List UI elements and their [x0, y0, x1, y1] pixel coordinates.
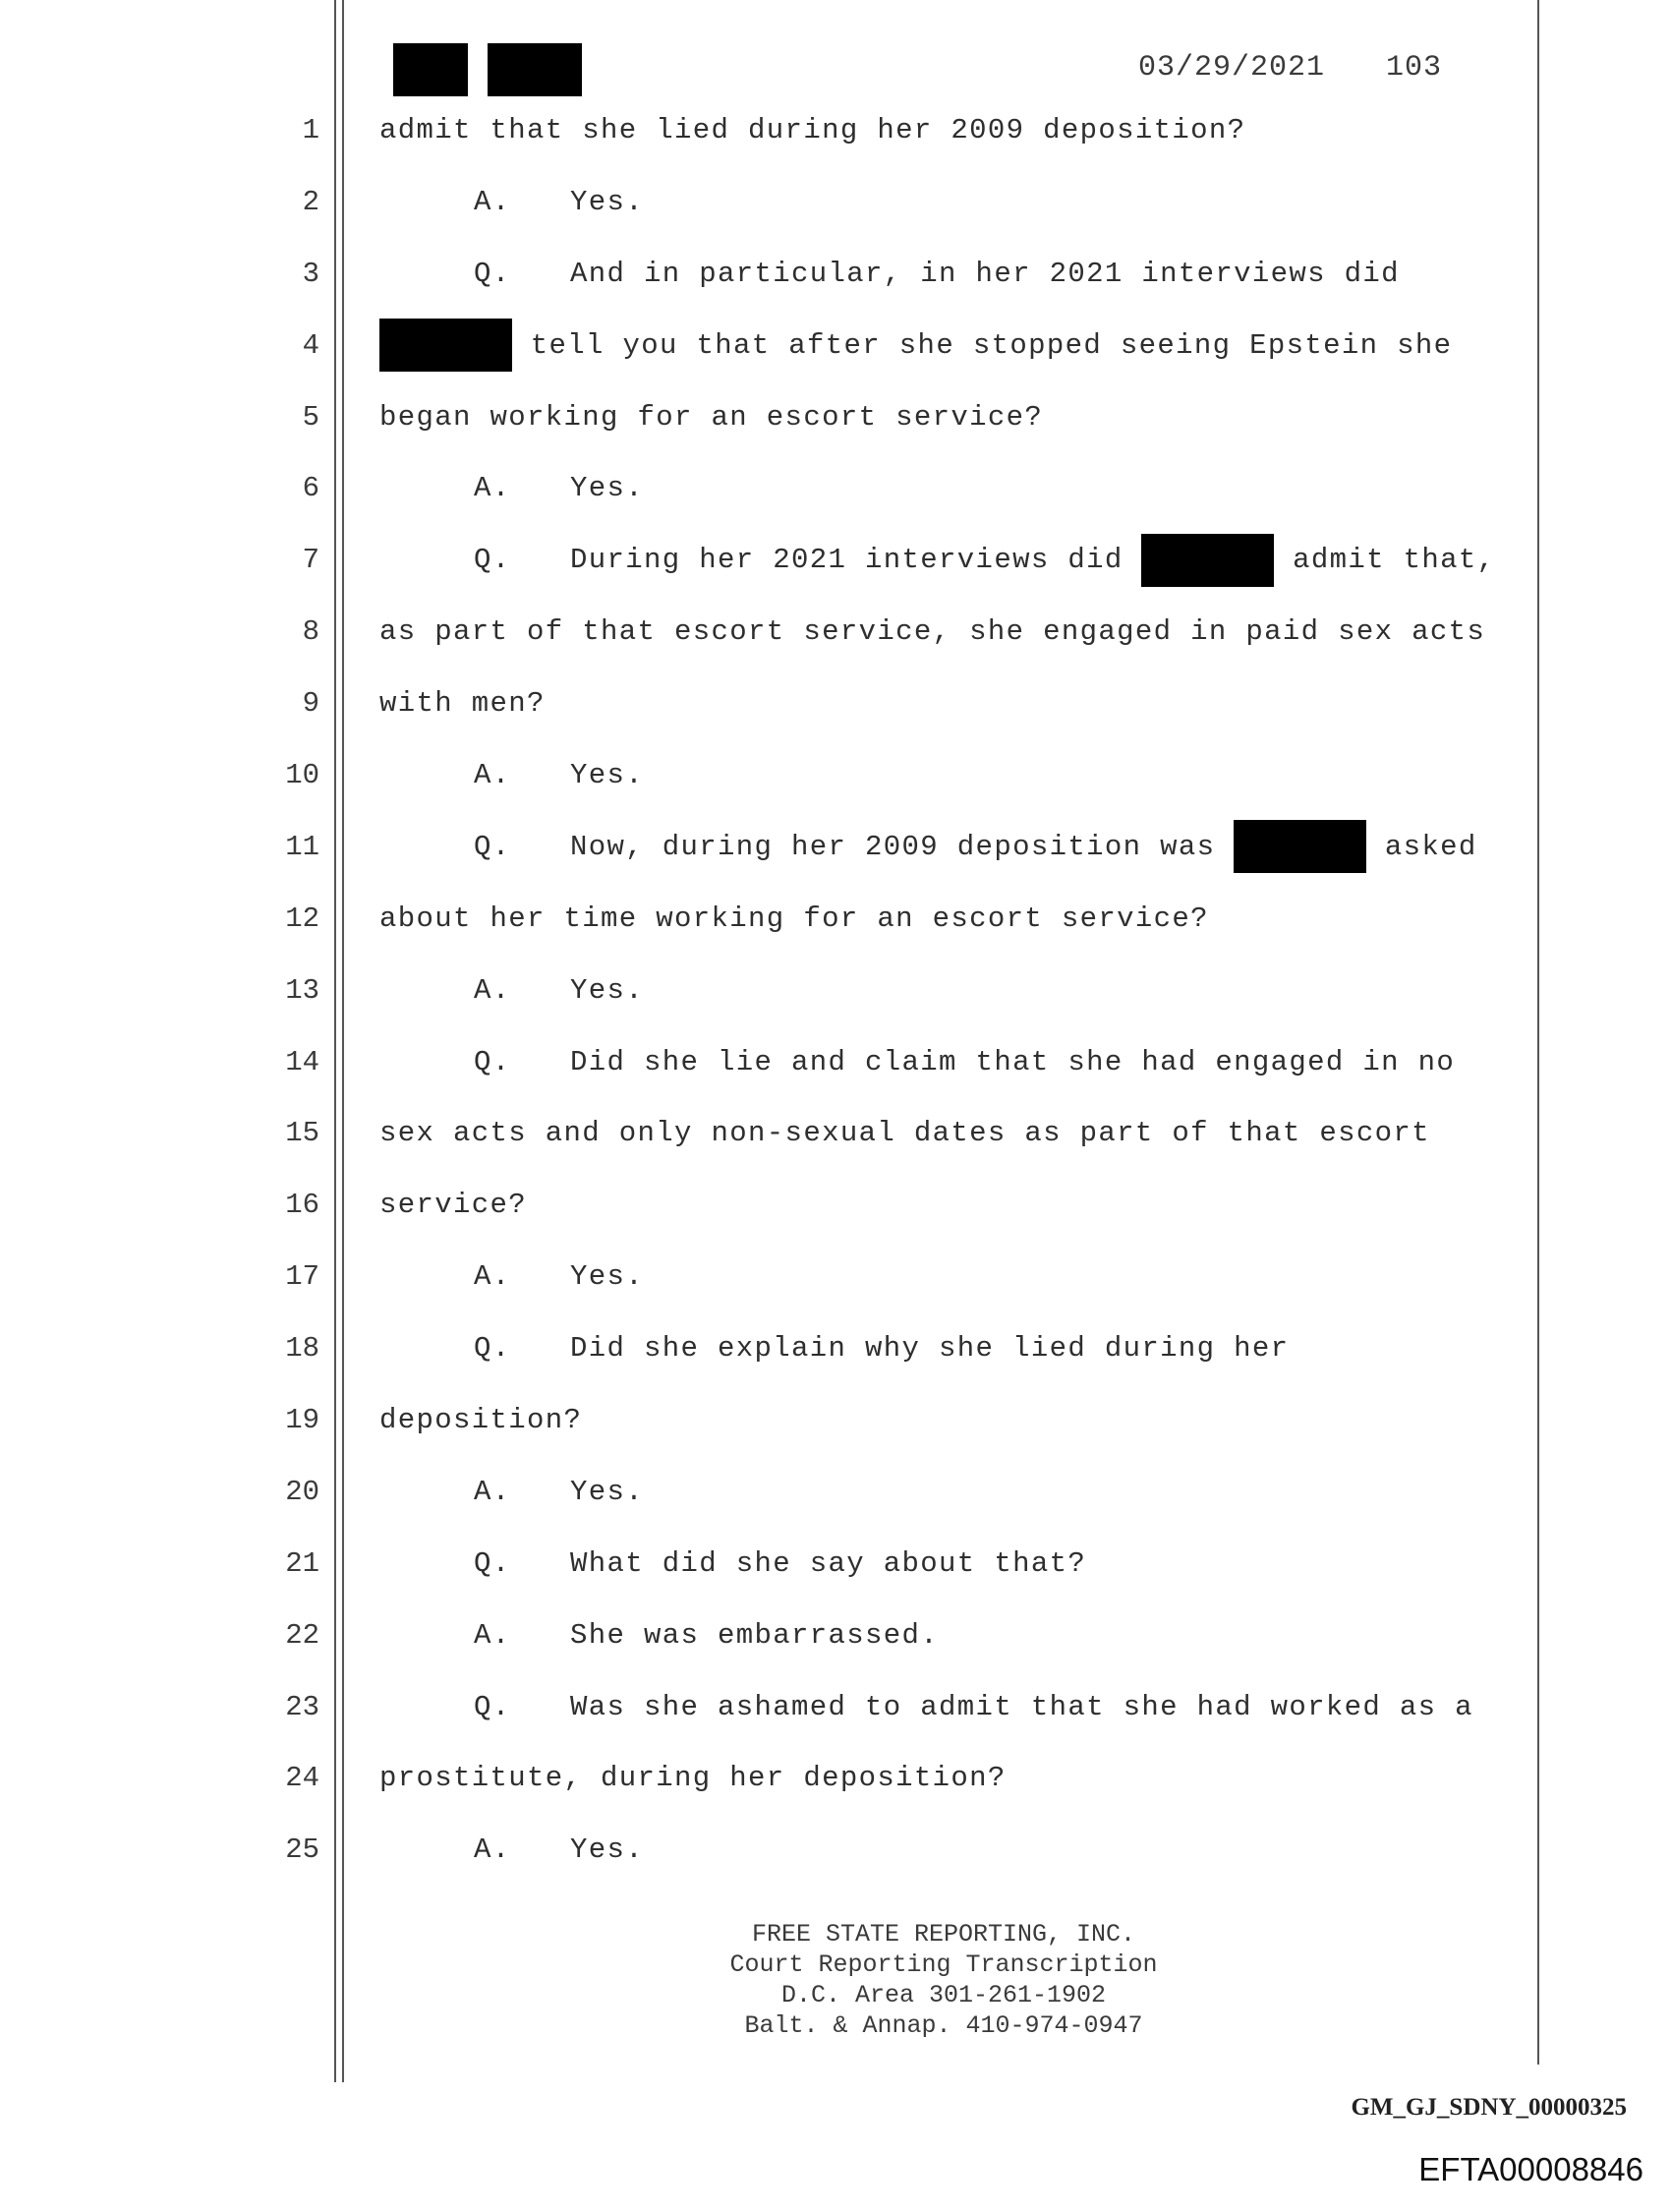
transcript-line	[0, 1113, 1671, 1185]
header-redaction-1	[393, 43, 468, 96]
line-text	[379, 902, 1209, 935]
line-text	[379, 1260, 644, 1293]
bates-number: GM_GJ_SDNY_00000325	[1351, 2094, 1627, 2121]
line-number: 6	[302, 472, 319, 505]
speaker-label: A.	[474, 759, 511, 792]
transcript-line	[0, 468, 1671, 540]
line-text-segment: Yes.	[570, 1260, 645, 1294]
line-text-segment: about her time working for an escort service?	[379, 902, 1209, 935]
transcript-line	[0, 1615, 1671, 1687]
line-text	[379, 258, 1400, 290]
name-redaction	[1234, 820, 1366, 873]
line-text-segment: admit that,	[1274, 544, 1496, 577]
line-number: 20	[285, 1475, 319, 1508]
speaker-label: Q.	[474, 257, 511, 290]
line-text-segment: Now, during her 2009 deposition was	[570, 830, 1235, 863]
transcript-line	[0, 899, 1671, 970]
line-text	[379, 1404, 582, 1436]
line-text-segment: Yes.	[570, 759, 645, 792]
line-number: 2	[302, 185, 319, 218]
line-text-segment: began working for an escort service?	[379, 400, 1044, 434]
line-text	[379, 1046, 1455, 1078]
transcript-line	[0, 1328, 1671, 1400]
transcript-line	[0, 611, 1671, 683]
line-number: 13	[285, 973, 319, 1007]
speaker-label: Q.	[474, 1690, 511, 1723]
header-redaction-2	[488, 43, 582, 96]
transcript-line	[0, 755, 1671, 827]
line-text	[379, 974, 644, 1007]
name-redaction	[379, 319, 512, 372]
line-text-segment: She was embarrassed.	[570, 1618, 940, 1652]
transcript-line	[0, 1687, 1671, 1759]
line-text-segment: Yes.	[570, 1475, 645, 1508]
speaker-label: A.	[474, 1475, 511, 1508]
speaker-label: Q.	[474, 1332, 511, 1366]
line-text-segment: Yes.	[570, 185, 645, 218]
header-date: 03/29/2021	[1138, 51, 1326, 85]
speaker-label: A.	[474, 1618, 511, 1652]
line-text-segment: sex acts and only non-sexual dates as part of that escort	[379, 1117, 1430, 1150]
transcript-line	[0, 110, 1671, 182]
transcript-line	[0, 1400, 1671, 1472]
footer-dc-phone: D.C. Area 301-261-1902	[780, 1981, 1107, 2009]
line-text-segment: with men?	[379, 687, 546, 721]
line-text	[379, 1189, 527, 1221]
line-number: 23	[285, 1690, 319, 1723]
line-text-segment: Yes.	[570, 1834, 645, 1867]
line-text-segment: Yes.	[570, 472, 645, 505]
line-text-segment: And in particular, in her 2021 interviews did	[570, 257, 1400, 290]
line-text-segment: asked	[1366, 830, 1477, 863]
footer-company: FREE STATE REPORTING, INC.	[751, 1920, 1136, 1949]
line-text-segment: tell you that after she stopped seeing Epstein she	[512, 328, 1453, 362]
line-text	[379, 1834, 644, 1866]
line-text-segment: Did she lie and claim that she had engaged in no	[570, 1045, 1456, 1078]
line-number: 19	[285, 1404, 319, 1437]
line-text-segment: During her 2021 interviews did	[570, 544, 1142, 577]
transcript-line	[0, 1472, 1671, 1543]
reporter-footer	[688, 1919, 1199, 2041]
line-text-segment: What did she say about that?	[570, 1546, 1087, 1580]
transcript-line	[0, 325, 1671, 397]
footer-services: Court Reporting Transcription	[729, 1950, 1158, 1979]
line-number: 12	[285, 902, 319, 935]
transcript-line	[0, 182, 1671, 254]
line-text-segment: Did she explain why she lied during her	[570, 1332, 1290, 1366]
line-text	[379, 114, 1245, 146]
speaker-label: A.	[474, 1260, 511, 1294]
speaker-label: A.	[474, 1834, 511, 1867]
line-number: 17	[285, 1260, 319, 1294]
line-number: 4	[302, 328, 319, 362]
line-text-segment: admit that she lied during her 2009 deposition?	[379, 114, 1246, 146]
transcript-line	[0, 970, 1671, 1042]
line-number: 5	[302, 400, 319, 434]
speaker-label: Q.	[474, 544, 511, 577]
line-number: 7	[302, 544, 319, 577]
speaker-label: Q.	[474, 830, 511, 863]
transcript-line	[0, 827, 1671, 899]
line-text-segment: as part of that escort service, she engaged in paid sex acts	[379, 615, 1486, 649]
line-number: 18	[285, 1332, 319, 1366]
line-number: 22	[285, 1618, 319, 1652]
line-text	[379, 1547, 1086, 1580]
line-number: 15	[285, 1117, 319, 1150]
transcript-line	[0, 1543, 1671, 1615]
line-text	[379, 1117, 1430, 1149]
line-number: 16	[285, 1189, 319, 1222]
line-text	[379, 615, 1485, 648]
transcript-line	[0, 540, 1671, 611]
speaker-label: A.	[474, 973, 511, 1007]
transcript-line	[0, 1185, 1671, 1256]
line-number: 10	[285, 759, 319, 792]
speaker-label: A.	[474, 472, 511, 505]
transcript-line	[0, 397, 1671, 469]
header-page-number: 103	[1386, 51, 1443, 85]
efta-number: EFTA00008846	[1418, 2151, 1643, 2187]
line-number: 24	[285, 1762, 319, 1795]
line-text	[379, 831, 1477, 863]
transcript-line	[0, 254, 1671, 325]
transcript-line	[0, 1042, 1671, 1114]
line-text	[379, 759, 644, 791]
transcript-line	[0, 1758, 1671, 1830]
page-header	[393, 43, 1524, 96]
line-text	[379, 1619, 939, 1652]
line-text-segment: prostitute, during her deposition?	[379, 1762, 1007, 1795]
speaker-label: Q.	[474, 1045, 511, 1078]
line-text	[379, 186, 644, 218]
line-text	[379, 544, 1495, 576]
speaker-label: Q.	[474, 1546, 511, 1580]
footer-balt-phone: Balt. & Annap. 410-974-0947	[744, 2011, 1143, 2040]
name-redaction	[1141, 534, 1274, 587]
line-text-segment: service?	[379, 1189, 528, 1222]
line-number: 25	[285, 1834, 319, 1867]
line-text	[379, 1332, 1289, 1365]
transcript-line	[0, 1830, 1671, 1901]
line-text	[379, 1762, 1007, 1794]
line-number: 3	[302, 257, 319, 290]
line-text	[379, 401, 1043, 434]
line-text-segment: Yes.	[570, 973, 645, 1007]
line-text	[379, 1476, 644, 1508]
line-text-segment: Was she ashamed to admit that she had worked as a	[570, 1690, 1473, 1723]
line-text	[379, 472, 644, 504]
line-number: 9	[302, 687, 319, 721]
line-text	[379, 329, 1452, 362]
line-text	[379, 687, 546, 720]
transcript-line	[0, 683, 1671, 755]
line-number: 8	[302, 615, 319, 649]
line-text-segment: deposition?	[379, 1404, 583, 1437]
line-number: 11	[285, 830, 319, 863]
line-number: 14	[285, 1045, 319, 1078]
transcript-lines	[0, 110, 1671, 1901]
speaker-label: A.	[474, 185, 511, 218]
line-text	[379, 1691, 1473, 1723]
line-number: 21	[285, 1546, 319, 1580]
transcript-line	[0, 1256, 1671, 1328]
line-number: 1	[302, 114, 319, 146]
